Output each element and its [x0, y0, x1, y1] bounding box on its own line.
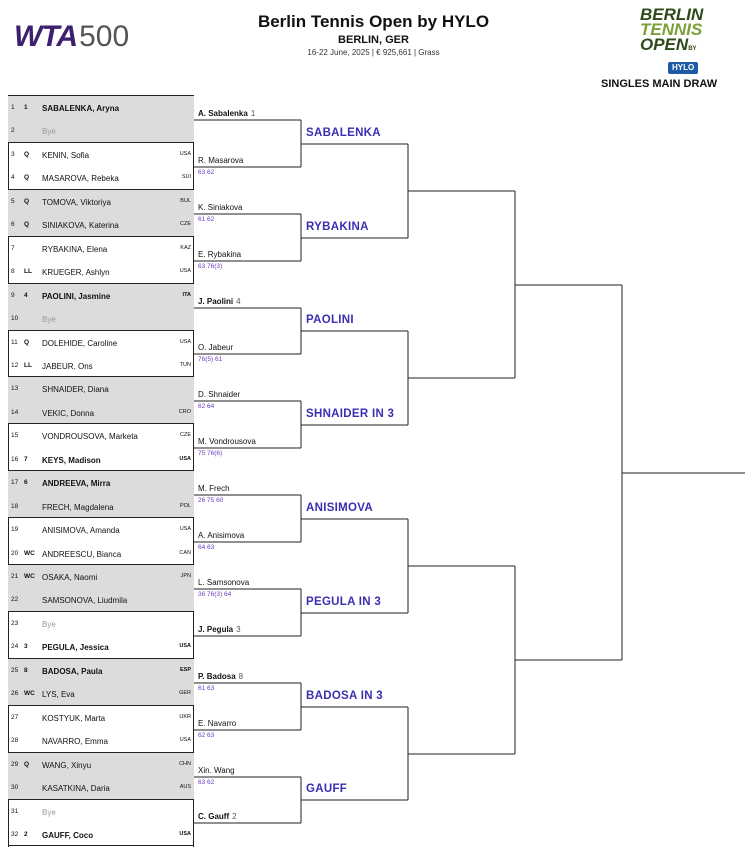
entry-player-name: LYS, Eva: [42, 690, 75, 700]
round-two-player: [198, 203, 242, 212]
entry-seed: LL: [24, 361, 32, 369]
entry-number: 32: [11, 830, 19, 838]
entry-player-name: ANDREESCU, Bianca: [42, 549, 122, 559]
entry-player-name: TOMOVA, Viktoriya: [42, 197, 111, 207]
entry-number: 14: [11, 408, 19, 416]
entry-number: 19: [11, 526, 19, 534]
entry-number: 27: [11, 713, 19, 721]
entry-number: 25: [11, 666, 19, 674]
round-two-player: [198, 578, 249, 587]
round-two-player-name: A. Sabalenka: [198, 109, 248, 118]
entry-player-name: PEGULA, Jessica: [42, 643, 109, 653]
quarterfinal-pick: SHNAIDER IN 3: [306, 408, 395, 420]
entry-seed: 6: [24, 479, 28, 487]
quarterfinal-pick: RYBAKINA: [306, 221, 369, 233]
wta-500-logo: WTA500: [14, 20, 130, 53]
round-two-player-name: E. Rybakina: [198, 250, 242, 259]
entry-number: 5: [11, 197, 15, 205]
entry-country: TUN: [179, 361, 191, 368]
quarterfinal-pick: ANISIMOVA: [306, 502, 374, 514]
round-two-player-seed: 4: [236, 297, 241, 306]
round-two-player: [198, 343, 233, 352]
entry-seed: 7: [24, 455, 28, 463]
entry-seed: WC: [24, 549, 35, 557]
round-two-player: [198, 625, 241, 634]
entry-country: CHN: [179, 760, 191, 767]
entry-country: CRO: [178, 408, 191, 415]
entry-number: 1: [11, 104, 15, 111]
round-two-player-seed: 2: [232, 812, 237, 821]
entry-country: SUI: [181, 174, 191, 181]
entry-number: 9: [11, 291, 15, 299]
round-two-player-name: P. Badosa: [198, 672, 236, 681]
entry-player-name: KRUEGER, Ashlyn: [42, 268, 110, 278]
round-two-player: [198, 672, 243, 681]
round-two-player-name: O. Jabeur: [198, 343, 234, 352]
round-two-player-name: L. Samsonova: [198, 578, 250, 587]
entry-number: 26: [11, 690, 19, 698]
round-two-score: 63 62: [198, 779, 215, 786]
quarterfinal-pick: PAOLINI: [306, 314, 354, 326]
round-two-player-name: M. Frech: [198, 484, 230, 493]
round-two-score: 62 64: [198, 403, 215, 410]
entry-player-name: RYBAKINA, Elena: [42, 244, 108, 254]
round-two-player: [198, 812, 237, 821]
entry-number: 15: [11, 432, 19, 440]
entry-country: BUL: [180, 197, 191, 204]
entry-country: USA: [179, 830, 191, 837]
quarterfinal-pick: SABALENKA: [306, 127, 381, 139]
entry-number: 29: [11, 760, 19, 768]
entry-player-name: NAVARRO, Emma: [42, 737, 108, 747]
quarterfinal-pick: BADOSA IN 3: [306, 690, 383, 702]
entry-number: 21: [11, 573, 19, 580]
entry-country: USA: [179, 338, 191, 345]
round-two-player-name: E. Navarro: [198, 719, 237, 728]
entry-number: 4: [11, 174, 15, 182]
entry-player-name: Bye: [42, 807, 56, 817]
entry-number: 31: [11, 807, 19, 815]
entry-player-name: FRECH, Magdalena: [42, 502, 114, 512]
entry-player-name: KEYS, Madison: [42, 455, 101, 465]
entry-number: 20: [11, 549, 19, 557]
round-two-player-name: K. Siniakova: [198, 203, 243, 212]
round-two-score: 63 62: [198, 169, 215, 176]
entry-number: 16: [11, 455, 19, 463]
entry-number: 22: [11, 596, 19, 604]
entry-seed: Q: [24, 174, 30, 182]
round-two-score: 63 76(3): [198, 263, 223, 270]
entry-country: USA: [179, 150, 191, 157]
round-two-score: 36 76(3) 64: [198, 591, 232, 598]
entry-seed: WC: [24, 690, 35, 698]
entry-country: UKR: [179, 713, 191, 720]
tournament-title: Berlin Tennis Open by HYLO: [257, 12, 490, 31]
round-two-score: 64 63: [198, 544, 215, 551]
berlin-tennis-open-logo: BERLIN TENNIS OPENBY HYLO: [640, 5, 704, 72]
entry-number: 11: [11, 338, 18, 346]
round-two-score: 76(5) 61: [198, 356, 223, 363]
round-two-player: [198, 156, 243, 165]
entry-number: 8: [11, 268, 15, 276]
entry-player-name: KASATKINA, Daria: [42, 784, 110, 794]
entry-seed: 1: [24, 104, 28, 111]
round-two-score: 75 76(6): [198, 450, 223, 457]
entry-seed: 8: [24, 666, 28, 674]
entry-number: 12: [11, 361, 19, 369]
round-two-player: [198, 109, 255, 118]
entry-country: USA: [179, 526, 191, 533]
entry-seed: Q: [24, 221, 30, 229]
entry-seed: WC: [24, 573, 35, 580]
entry-number: 7: [11, 244, 15, 252]
tournament-info: 16-22 June, 2025 | € 925,661 | Grass: [307, 48, 440, 57]
entry-player-name: Bye: [42, 619, 56, 629]
round-two-player-name: M. Vondrousova: [198, 437, 256, 446]
entry-player-name: SINIAKOVA, Katerina: [42, 221, 119, 231]
round-two-player-name: J. Pegula: [198, 625, 234, 634]
entry-country: CAN: [179, 549, 191, 556]
round-two-player-seed: 8: [238, 672, 244, 681]
entry-country: USA: [179, 455, 191, 462]
round-two-player: [198, 437, 256, 446]
entry-seed: 3: [24, 643, 28, 651]
entry-seed: LL: [24, 268, 32, 276]
entry-country: CZE: [180, 432, 191, 439]
round-two-player-name: A. Anisimova: [198, 531, 245, 540]
entry-number: 30: [11, 784, 19, 792]
entry-seed: Q: [24, 760, 30, 768]
entry-number: 2: [11, 127, 15, 135]
entry-player-name: KENIN, Sofia: [42, 150, 90, 160]
entry-player-name: PAOLINI, Jasmine: [42, 291, 111, 301]
entry-number: 13: [11, 385, 19, 393]
round-two-player: [198, 297, 241, 306]
entry-country: USA: [179, 737, 191, 744]
quarterfinal-pick: GAUFF: [306, 783, 348, 795]
entry-number: 24: [11, 643, 19, 651]
entry-number: 23: [11, 619, 19, 627]
round-two-player: [198, 484, 230, 493]
round-two-player: [198, 250, 241, 259]
round-two-player-name: R. Masarova: [198, 156, 244, 165]
entry-country: CZE: [180, 221, 191, 228]
entry-number: 6: [11, 221, 15, 229]
entry-player-name: SABALENKA, Aryna: [42, 104, 120, 113]
entry-player-name: VEKIC, Donna: [42, 408, 95, 418]
entry-player-name: GAUFF, Coco: [42, 830, 94, 840]
round-two-player: [198, 531, 244, 540]
entry-player-name: BADOSA, Paula: [42, 666, 103, 676]
entry-player-name: SHNAIDER, Diana: [42, 385, 109, 395]
round-two-player-name: Xin. Wang: [198, 766, 235, 775]
round-two-player: [198, 766, 235, 775]
entry-number: 3: [11, 150, 15, 158]
entry-country: JPN: [180, 573, 191, 579]
entry-seed: Q: [24, 197, 30, 205]
round-two-player-name: D. Shnaider: [198, 390, 241, 399]
entry-player-name: MASAROVA, Rebeka: [42, 174, 119, 184]
entry-number: 17: [11, 479, 19, 487]
entry-player-name: Bye: [42, 315, 56, 325]
entry-number: 18: [11, 502, 19, 510]
draw-type-label: SINGLES MAIN DRAW: [601, 78, 718, 90]
round-two-player: [198, 719, 236, 728]
entry-country: USA: [179, 268, 191, 275]
entry-player-name: ANISIMOVA, Amanda: [42, 526, 120, 536]
entry-player-name: OSAKA, Naomi: [42, 573, 98, 582]
round-two-score: 61 62: [198, 216, 215, 223]
entry-number: 28: [11, 737, 19, 745]
entry-player-name: JABEUR, Ons: [42, 361, 93, 371]
entry-country: KAZ: [180, 244, 191, 251]
entry-player-name: KOSTYUK, Marta: [42, 713, 106, 723]
quarterfinal-pick: PEGULA IN 3: [306, 596, 382, 608]
round-two-player-seed: 1: [250, 109, 256, 118]
entry-player-name: ANDREEVA, Mirra: [42, 479, 111, 489]
entry-number: 10: [11, 315, 19, 323]
entry-player-name: WANG, Xinyu: [42, 760, 92, 770]
entry-country: POL: [179, 502, 191, 509]
entry-player-name: SAMSONOVA, Liudmila: [42, 596, 128, 606]
round-two-score: 62 63: [198, 732, 215, 739]
entry-seed: 2: [24, 830, 28, 838]
entry-seed: 4: [24, 291, 28, 299]
tournament-location: BERLIN, GER: [338, 34, 409, 46]
entry-country: ESP: [179, 666, 191, 673]
round-two-player-name: J. Paolini: [198, 297, 234, 306]
entry-player-name: VONDROUSOVA, Marketa: [42, 432, 138, 442]
entry-country: GER: [179, 690, 191, 697]
round-two-score: 26 75 60: [198, 497, 224, 504]
round-two-player: [198, 390, 240, 399]
entry-player-name: DOLEHIDE, Caroline: [42, 338, 118, 348]
entry-country: ITA: [182, 291, 191, 298]
entry-seed: Q: [24, 150, 30, 158]
entry-country: USA: [179, 643, 191, 650]
entry-country: AUS: [179, 784, 191, 791]
entry-seed: Q: [24, 338, 30, 346]
round-two-player-seed: 3: [236, 625, 241, 634]
round-two-player-name: C. Gauff: [198, 812, 230, 821]
round-two-score: 61 63: [198, 685, 215, 692]
entry-player-name: Bye: [42, 127, 56, 137]
